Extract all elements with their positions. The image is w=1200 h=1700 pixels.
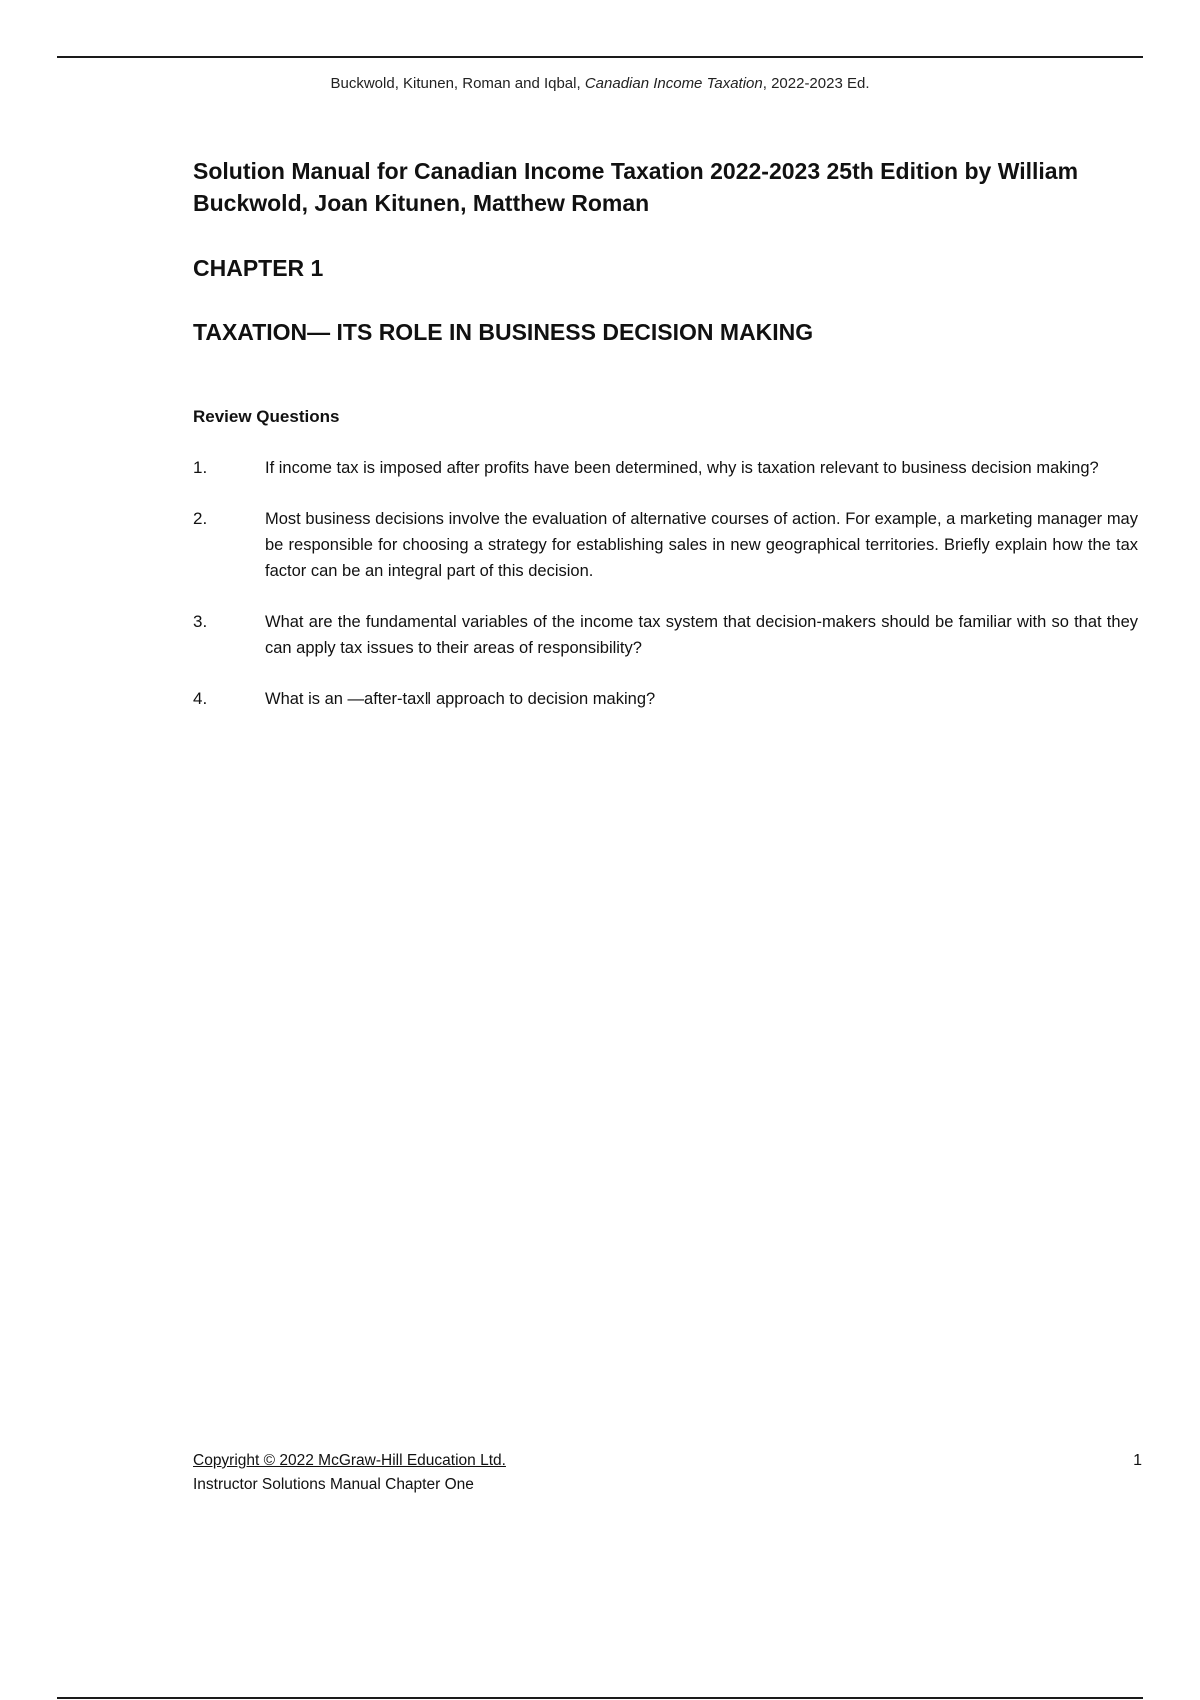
question-number: 1.: [193, 458, 208, 477]
question-number: 4.: [193, 689, 208, 708]
question-text: If income tax is imposed after profits have been determined, why is taxation relevant to business decision making?: [265, 459, 1099, 477]
top-rule: [57, 56, 1143, 58]
footer-subtitle: Instructor Solutions Manual Chapter One: [193, 1476, 474, 1493]
chapter-title: TAXATION— ITS ROLE IN BUSINESS DECISION MAKING: [193, 319, 814, 345]
page-number: 1: [1133, 1452, 1142, 1469]
question-text: What is an ―after-tax‖ approach to decision making?: [265, 690, 656, 708]
running-header: [0, 75, 1200, 92]
footer-copyright: Copyright © 2022 McGraw-Hill Education Ltd.: [193, 1452, 506, 1469]
question-text: Most business decisions involve the evaluation of alternative courses of action. For example, a marketing manager may be responsible for choosing a strategy for establishing sales in new geographical territories. Briefly explain how the tax factor can be an integral part of this decision.: [265, 510, 1138, 580]
review-question-2: [193, 506, 1138, 584]
running-header-book-title: Canadian Income Taxation: [584, 75, 763, 92]
question-number: 2.: [193, 509, 208, 528]
question-text: What are the fundamental variables of the income tax system that decision-makers should be familiar with so that they can apply tax issues to their areas of responsibility?: [265, 613, 1138, 657]
bottom-rule: [57, 1697, 1143, 1699]
document-title: Solution Manual for Canadian Income Taxation 2022-2023 25th Edition by William Buckwold, Joan Kitunen, Matthew Roman: [193, 158, 1079, 216]
review-questions-list: [193, 455, 1138, 737]
chapter-label: CHAPTER 1: [193, 255, 324, 281]
running-header-edition: , 2022-2023 Ed.: [762, 75, 870, 92]
review-question-3: [193, 609, 1138, 661]
question-number: 3.: [193, 612, 208, 631]
running-header-authors: Buckwold, Kitunen, Roman and Iqbal,: [330, 75, 585, 92]
section-heading: Review Questions: [193, 407, 340, 426]
review-question-4: [193, 686, 1138, 712]
review-question-1: [193, 455, 1138, 481]
